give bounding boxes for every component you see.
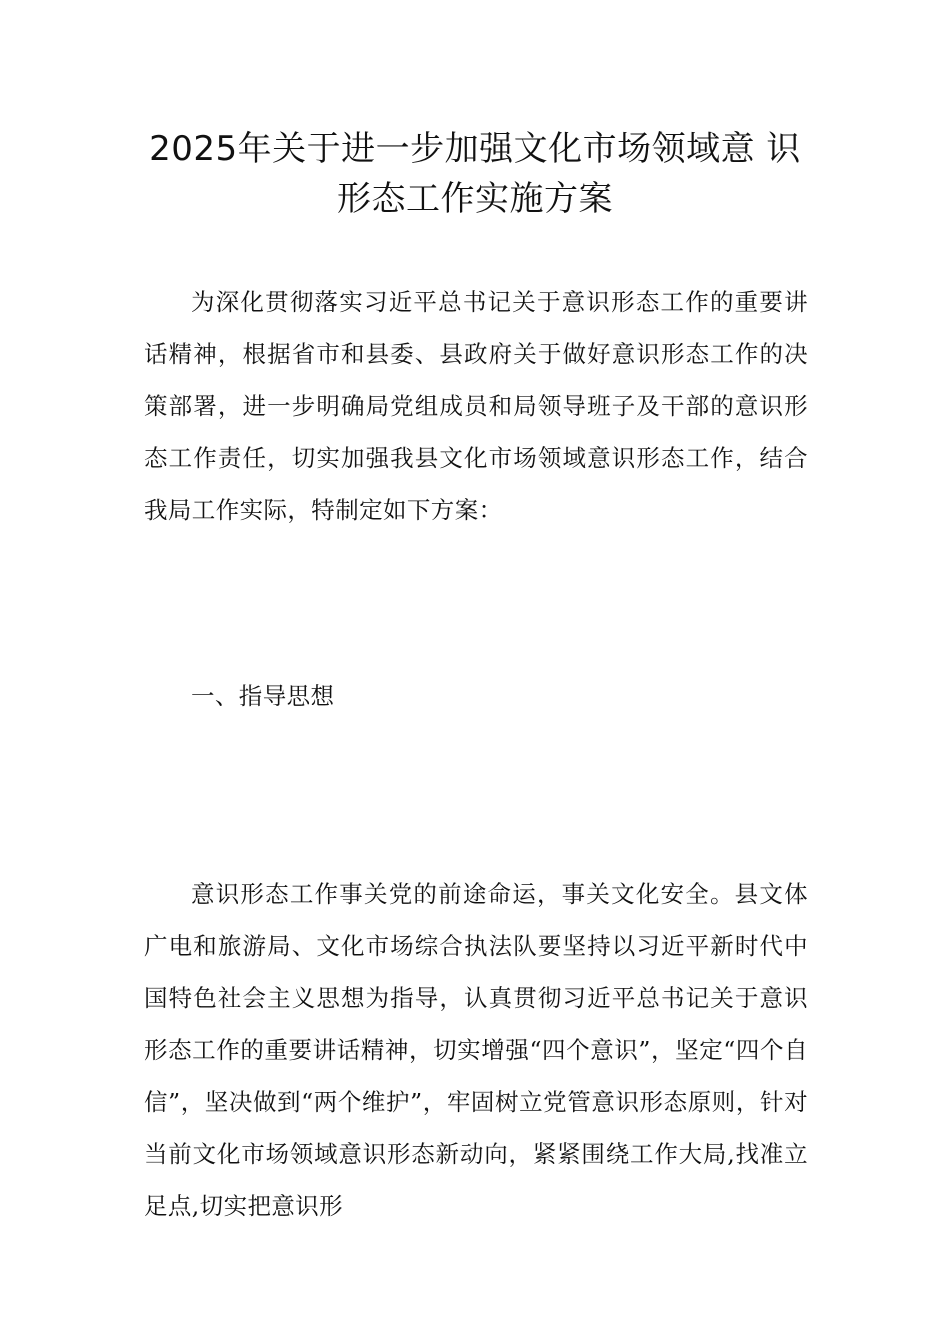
section-heading-guiding-ideology: 一、指导思想 xyxy=(191,682,335,710)
intro-paragraph: 为深化贯彻落实习近平总书记关于意识形态工作的重要讲话精神，根据省市和县委、县政府关于做好意识形态工作的决策部署，进一步明确局党组成员和局领导班子及干部的意识形态工作责任，切实加强我县文化市场领域意识形态工作，结合我局工作实际，特制定如下方案： xyxy=(144,288,808,524)
guiding-ideology-paragraph: 意识形态工作事关党的前途命运，事关文化安全。县文体广电和旅游局、文化市场综合执法队要坚持以习近平新时代中国特色社会主义思想为指导，认真贯彻习近平总书记关于意识形态工作的重要讲话精神，切实增强“四个意识”，坚定“四个自信”，坚决做到“两个维护”，牢固树立党管意识形态原则，针对当前文化市场领域意识形态新动向，紧紧围绕工作大局,找准立足点,切实把意识形 xyxy=(144,880,808,1220)
document-title-line-1: 2025年关于进一步加强文化市场领域意 识 xyxy=(149,129,801,169)
document-title-line-2: 形态工作实施方案 xyxy=(337,179,613,219)
